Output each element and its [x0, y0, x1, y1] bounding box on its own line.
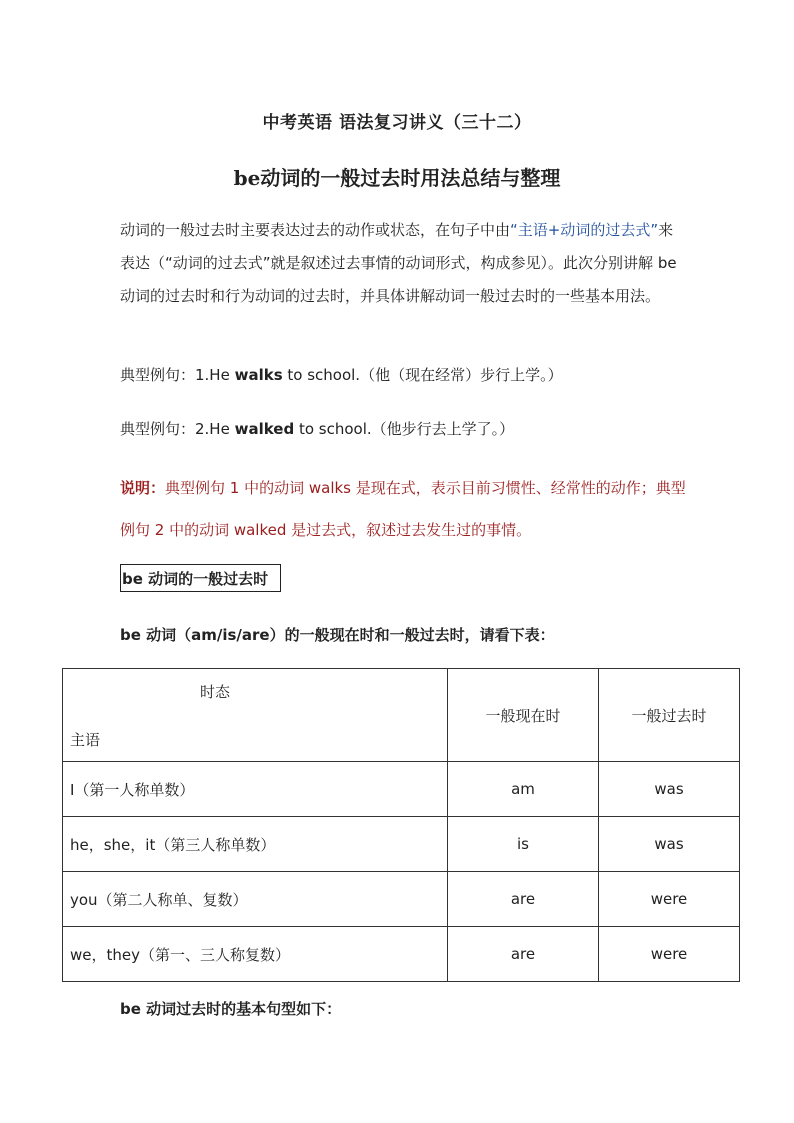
row-present: are	[448, 872, 599, 927]
footer-line: be 动词过去时的基本句型如下：	[120, 1000, 342, 1018]
row-past: was	[599, 762, 740, 817]
explanation-note	[120, 467, 690, 551]
example-sentence-1	[120, 364, 563, 385]
note-label: 说明：	[120, 479, 166, 497]
example-2-suffix: to school.（他步行去上学了。）	[294, 420, 515, 438]
table-row	[63, 927, 740, 982]
page-subtitle: be动词的一般过去时用法总结与整理	[233, 166, 561, 190]
table-row	[63, 817, 740, 872]
section-heading-box: be 动词的一般过去时	[120, 564, 281, 592]
table-header-row	[63, 669, 740, 762]
row-past: were	[599, 927, 740, 982]
row-present: is	[448, 817, 599, 872]
header-diagonal-cell	[63, 669, 448, 762]
example-2-verb: walked	[234, 420, 295, 438]
intro-text-1: 动词的一般过去时主要表达过去的动作或状态，在句子中由	[120, 221, 511, 239]
header-present: 一般现在时	[448, 669, 599, 762]
intro-highlight: “主语+动词的过去式”	[510, 221, 659, 239]
header-subject: 主语	[70, 731, 101, 749]
be-verb-table	[62, 668, 740, 982]
example-sentence-2	[120, 418, 514, 439]
example-1-prefix: 典型例句：1.He	[120, 366, 235, 384]
row-subject: we，they（第一、三人称复数）	[63, 927, 448, 982]
row-past: was	[599, 817, 740, 872]
page-title: 中考英语 语法复习讲义（三十二）	[262, 113, 532, 133]
example-1-verb: walks	[234, 366, 283, 384]
header-tense: 时态	[200, 683, 231, 701]
note-text: 典型例句 1 中的动词 walks 是现在式，表示目前习惯性、经常性的动作；典型例句 2 中的动词 walked 是过去式，叙述过去发生过的事情。	[120, 479, 686, 539]
row-subject: I（第一人称单数）	[63, 762, 448, 817]
table-row	[63, 762, 740, 817]
row-past: were	[599, 872, 740, 927]
intro-paragraph	[120, 214, 680, 313]
header-past: 一般过去时	[599, 669, 740, 762]
row-subject: he，she，it（第三人称单数）	[63, 817, 448, 872]
row-present: am	[448, 762, 599, 817]
intro-text-2: 来表达（“动词的过去式”就是叙述过去事情的动词形式，构成参见）。此次分别讲解 be动词的过去时和行为动词的过去时，并具体讲解动词一般过去时的一些基本用法。	[120, 221, 677, 305]
example-2-prefix: 典型例句：2.He	[120, 420, 235, 438]
example-1-suffix: to school.（他（现在经常）步行上学。）	[282, 366, 563, 384]
row-present: are	[448, 927, 599, 982]
table-intro: be 动词（am/is/are）的一般现在时和一般过去时，请看下表：	[120, 626, 555, 644]
table-row	[63, 872, 740, 927]
row-subject: you（第二人称单、复数）	[63, 872, 448, 927]
